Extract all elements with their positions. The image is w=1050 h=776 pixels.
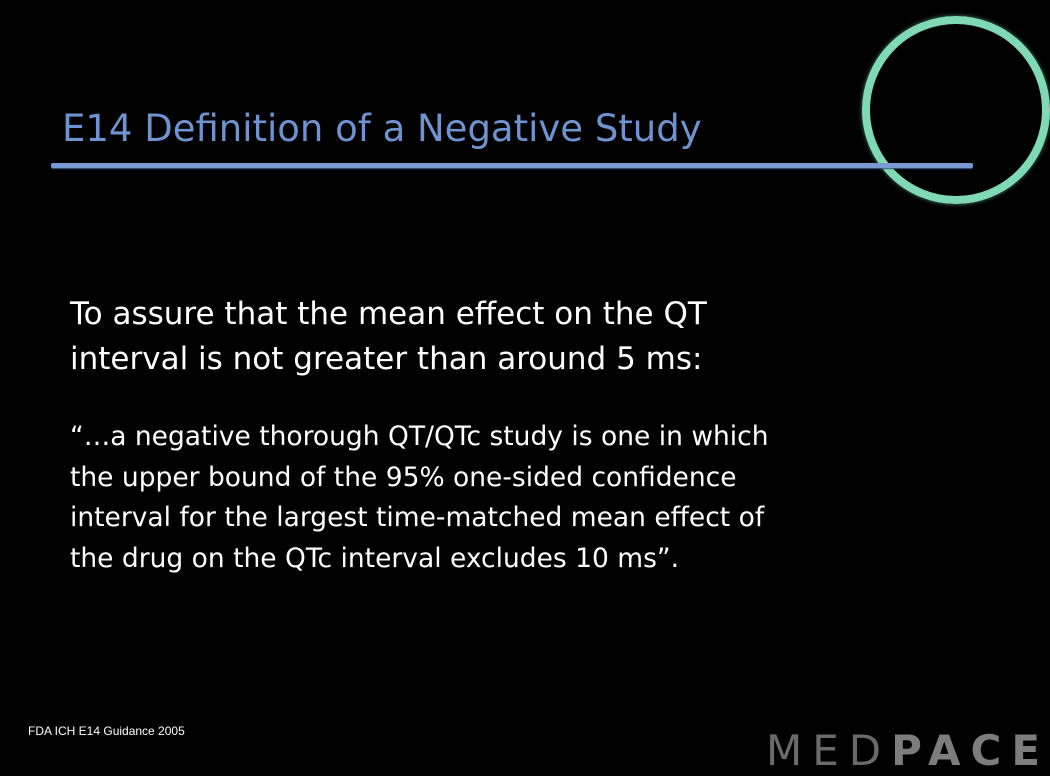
lead-statement: To assure that the mean effect on the QT interval is not greater than around 5 ms: [70,296,707,377]
medpace-logo [766,726,1050,776]
title-underline [51,163,973,168]
decorative-ring [862,16,1050,204]
guidance-quote: “…a negative thorough QT/QTc study is one in which the upper bound of the 95% one-sided confidence interval for the largest time-matched mean effect of the drug on the QTc interval excludes 10 ms”. [70,421,769,574]
logo-text-med: MED [766,726,892,775]
source-footnote: FDA ICH E14 Guidance 2005 [28,724,185,738]
logo-text-pace: PACE [891,726,1050,775]
slide-body [70,292,970,579]
slide-title: E14 Definition of a Negative Study [62,107,702,150]
